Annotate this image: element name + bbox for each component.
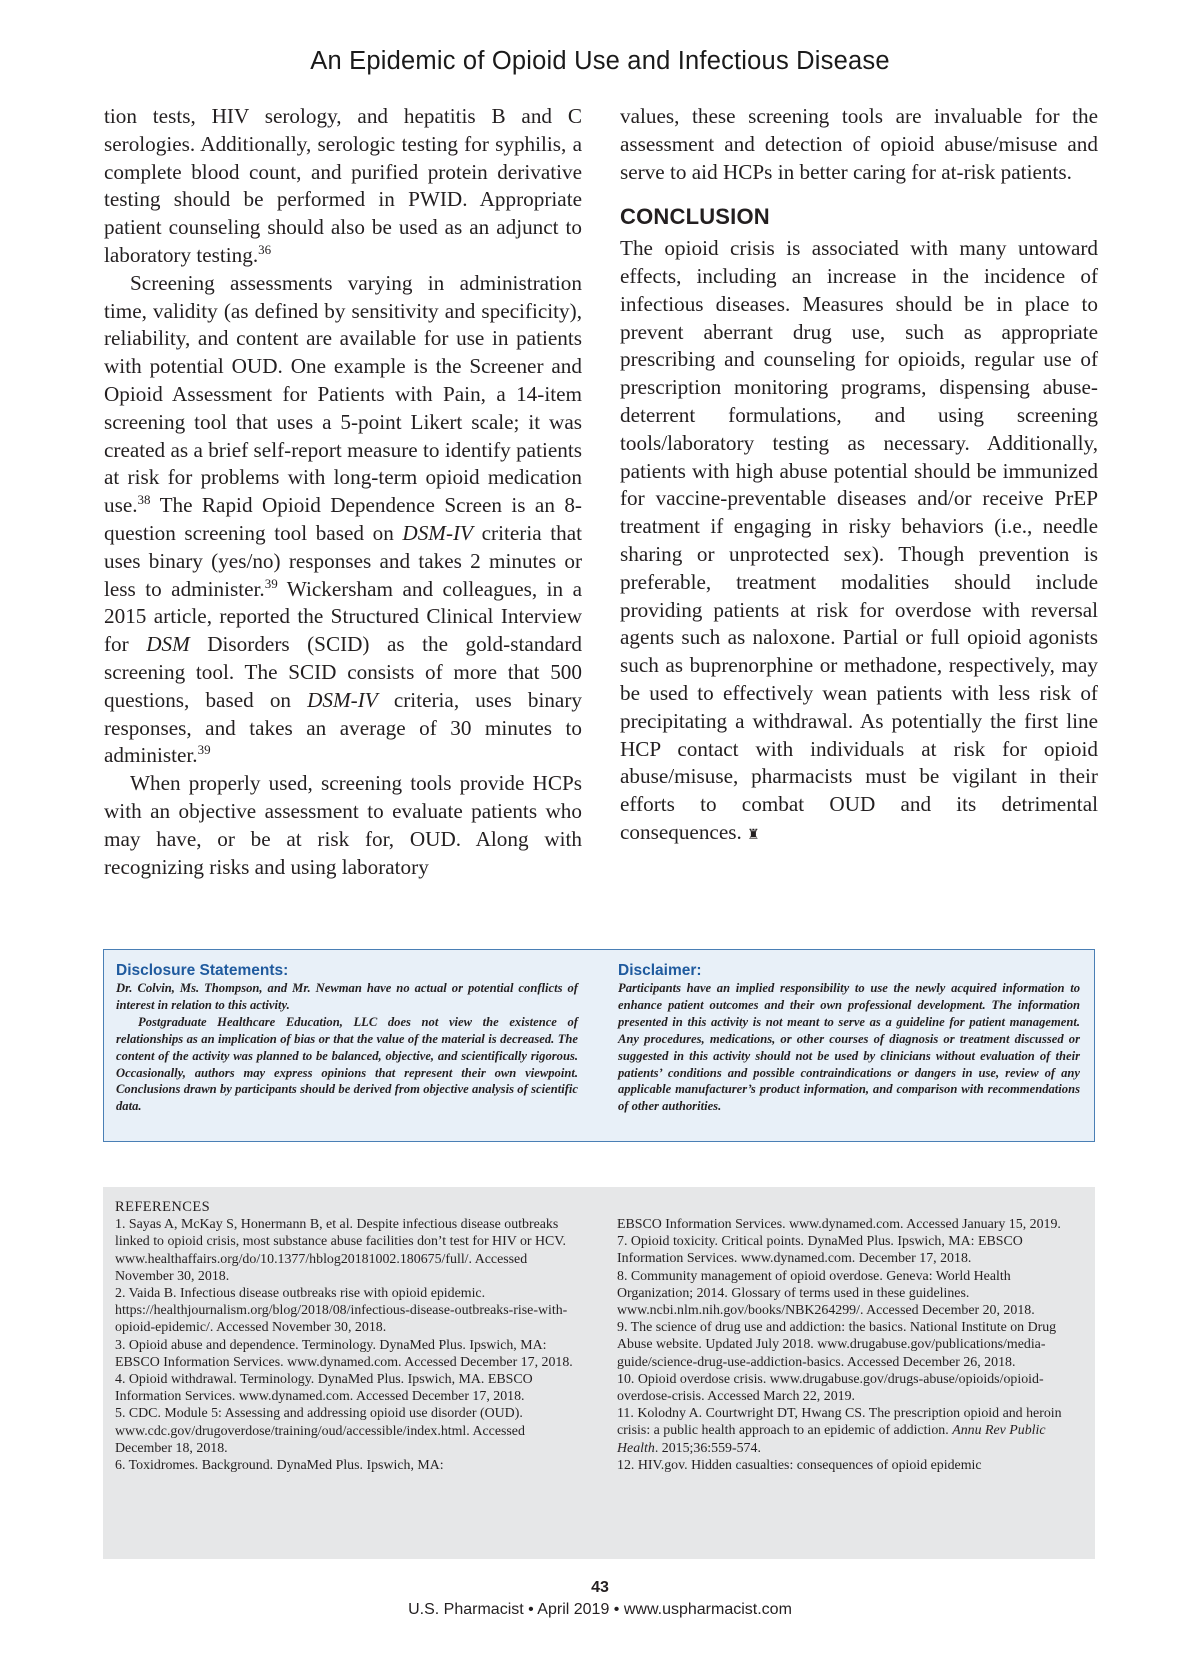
disclosure-text: Dr. Colvin, Ms. Thompson, and Mr. Newman have no actual or potential conflicts of interest in relation to this activity.: [116, 981, 578, 1012]
reference-item: 1. Sayas A, McKay S, Honermann B, et al. Despite infectious disease outbreaks linked to opioid crisis, most substance abuse facilities don’t test for HIV or HCV. www.healthaffairs.org/do/10.1377/hblog20181002.180675/full/. Accessed November 30, 2018.: [115, 1217, 567, 1284]
body-paragraph: tion tests, HIV serology, and hepatitis B and C serologies. Additionally, serologic testing for syphilis, a complete blood count, and purified protein derivative testing should be performed in PWID. Appropriate patient counseling should also be used as an adjunct to laboratory testing.$^{36}$: [104, 104, 582, 267]
disclosure-text: Postgraduate Healthcare Education, LLC does not view the existence of relationships as an implication of bias or that the value of the material is decreased. The content of the activity was planned to be balanced, objective, and scientifically rigorous. Occasionally, authors may express opinions that represent their own viewpoint. Conclusions drawn by participants should be derived from objective analysis of scientific data.: [116, 1014, 578, 1114]
references-left-column: [115, 1199, 577, 1474]
disclosure-box: [103, 949, 1095, 1142]
running-header-title: An Epidemic of Opioid Use and Infectious Disease: [310, 47, 890, 75]
references-box: [103, 1187, 1095, 1559]
right-text-column: [620, 103, 1098, 850]
reference-item: 10. Opioid overdose crisis. www.drugabuse.gov/drugs-abuse/opioids/opioid-overdose-crisis. Accessed March 22, 2019.: [617, 1371, 1044, 1405]
reference-item: 9. The science of drug use and addiction: the basics. National Institute on Drug Abuse website. Updated July 2018. www.drugabuse.gov/publications/media-guide/science-drug-use-addiction-basics. Accessed December 26, 2018.: [617, 1320, 1057, 1370]
disclaimer: [618, 962, 1080, 1115]
reference-item: 2. Vaida B. Infectious disease outbreaks rise with opioid epidemic. https://healthjournalism.org/blog/2018/08/infectious-disease-outbreaks-rise-with-opioid-epidemic/. Accessed November 30, 2018.: [115, 1286, 568, 1336]
reference-item: 7. Opioid toxicity. Critical points. DynaMed Plus. Ipswich, MA: EBSCO Information Services. www.dynamed.com. December 17, 2018.: [617, 1234, 1023, 1267]
conclusion-heading: CONCLUSION: [620, 204, 770, 230]
body-paragraph: Screening assessments varying in administration time, validity (as defined by sensitivity and specificity), reliability, and content are available for use in patients with potential OUD. One example is the Screener and Opioid Assessment for Patients with Pain, a 14-item screening tool that uses a 5-point Likert scale; it was created as a brief self-report measure to identify patients at risk for problems with long-term opioid medication use.$^{38}$ The Rapid Opioid Dependence Screen is an 8-question screening tool based on DSM-IV criteria that uses binary (yes/no) responses and takes 2 minutes or less to administer.$^{39}$ Wickersham and colleagues, in a 2015 article, reported the Structured Clinical Interview for DSM Disorders (SCID) as the gold-standard screening tool. The SCID consists of more that 500 questions, based on DSM-IV criteria, uses binary responses, and takes an average of 30 minutes to administer.$^{39}$: [104, 270, 582, 768]
references-heading: REFERENCES: [115, 1199, 211, 1215]
disclosure-title: Disclosure Statements:: [116, 962, 289, 979]
citation-superscript: 39: [197, 742, 211, 758]
reference-item: 12. HIV.gov. Hidden casualties: consequences of opioid epidemic: [617, 1457, 982, 1473]
citation-superscript: 38: [137, 492, 151, 508]
disclaimer-title: Disclaimer:: [618, 962, 702, 979]
conclusion-paragraph: The opioid crisis is associated with many untoward effects, including an increase in the incidence of infectious diseases. Measures should be in place to prevent aberrant drug use, such as appropriate prescribing and counseling for opioids, regular use of prescription monitoring programs, dispensing abuse-deterrent formulations, and using screening tools/laboratory testing as necessary. Additionally, patients with high abuse potential should be immunized for vaccine-preventable diseases and/or receive PrEP treatment if engaging in risky behaviors (i.e., needle sharing or unprotected sex). Though prevention is preferable, treatment modalities should include providing patients at risk for overdose with reversal agents such as naloxone. Partial or full opioid agonists such as buprenorphine or methadone, respectively, may be used to effectively wean patients with less risk of precipitating a withdrawal. As potentially the first line HCP contact with individuals at risk for opioid abuse/misuse, pharmacists must be vigilant in their efforts to combat OUD and its detrimental consequences. ♜: [620, 236, 1098, 844]
disclaimer-text: Participants have an implied responsibility to use the newly acquired information to enhance patient outcomes and their own professional development. The information presented in this activity is not meant to serve as a guideline for patient management. Any procedures, medications, or other courses of diagnosis or treatment discussed or suggested in this activity should not be used by clinicians without evaluation of their patients’ conditions and possible contraindications or dangers in use, review of any applicable manufacturer’s product information, and comparison with recommendations of other authorities.: [618, 981, 1080, 1114]
disclosure-statements: [116, 962, 578, 1115]
page-number: 43: [591, 1579, 609, 1596]
left-text-column: [104, 103, 582, 881]
reference-item: 5. CDC. Module 5: Assessing and addressing opioid use disorder (OUD). www.cdc.gov/drugoverdose/training/oud/accessible/index.html. Accessed December 18, 2018.: [115, 1406, 525, 1456]
citation-superscript: 36: [258, 241, 272, 257]
reference-item: 3. Opioid abuse and dependence. Terminology. DynaMed Plus. Ipswich, MA: EBSCO Information Services. www.dynamed.com. Accessed December 17, 2018.: [115, 1337, 573, 1370]
reference-item: 6. Toxidromes. Background. DynaMed Plus. Ipswich, MA:: [115, 1458, 444, 1474]
reference-item: 8. Community management of opioid overdose. Geneva: World Health Organization; 2014. Glossary of terms used in these guidelines. www.ncbi.nlm.nih.gov/books/NBK264299/. Accessed December 20, 2018.: [617, 1268, 1035, 1319]
end-of-article-icon: ♜: [747, 827, 760, 843]
reference-item: 11. Kolodny A. Courtwright DT, Hwang CS. The prescription opioid and heroin crisis: a public health approach to an epidemic of addiction. Annu Rev Public Health. 2015;36:559-574.: [617, 1406, 1062, 1456]
reference-item: 4. Opioid withdrawal. Terminology. DynaMed Plus. Ipswich, MA. EBSCO Information Services. www.dynamed.com. Accessed December 17, 2018.: [115, 1372, 533, 1405]
body-paragraph: values, these screening tools are invaluable for the assessment and detection of opioid abuse/misuse and serve to aid HCPs in better caring for at-risk patients.: [620, 104, 1098, 184]
citation-superscript: 39: [264, 575, 278, 591]
footer-publication-info: U.S. Pharmacist • April 2019 • www.uspharmacist.com: [408, 1601, 792, 1618]
body-paragraph: When properly used, screening tools provide HCPs with an objective assessment to evaluate patients who may have, or be at risk for, OUD. Along with recognizing risks and using laboratory: [104, 771, 582, 879]
reference-item: EBSCO Information Services. www.dynamed.com. Accessed January 15, 2019.: [617, 1217, 1061, 1232]
references-right-column: [617, 1216, 1079, 1474]
